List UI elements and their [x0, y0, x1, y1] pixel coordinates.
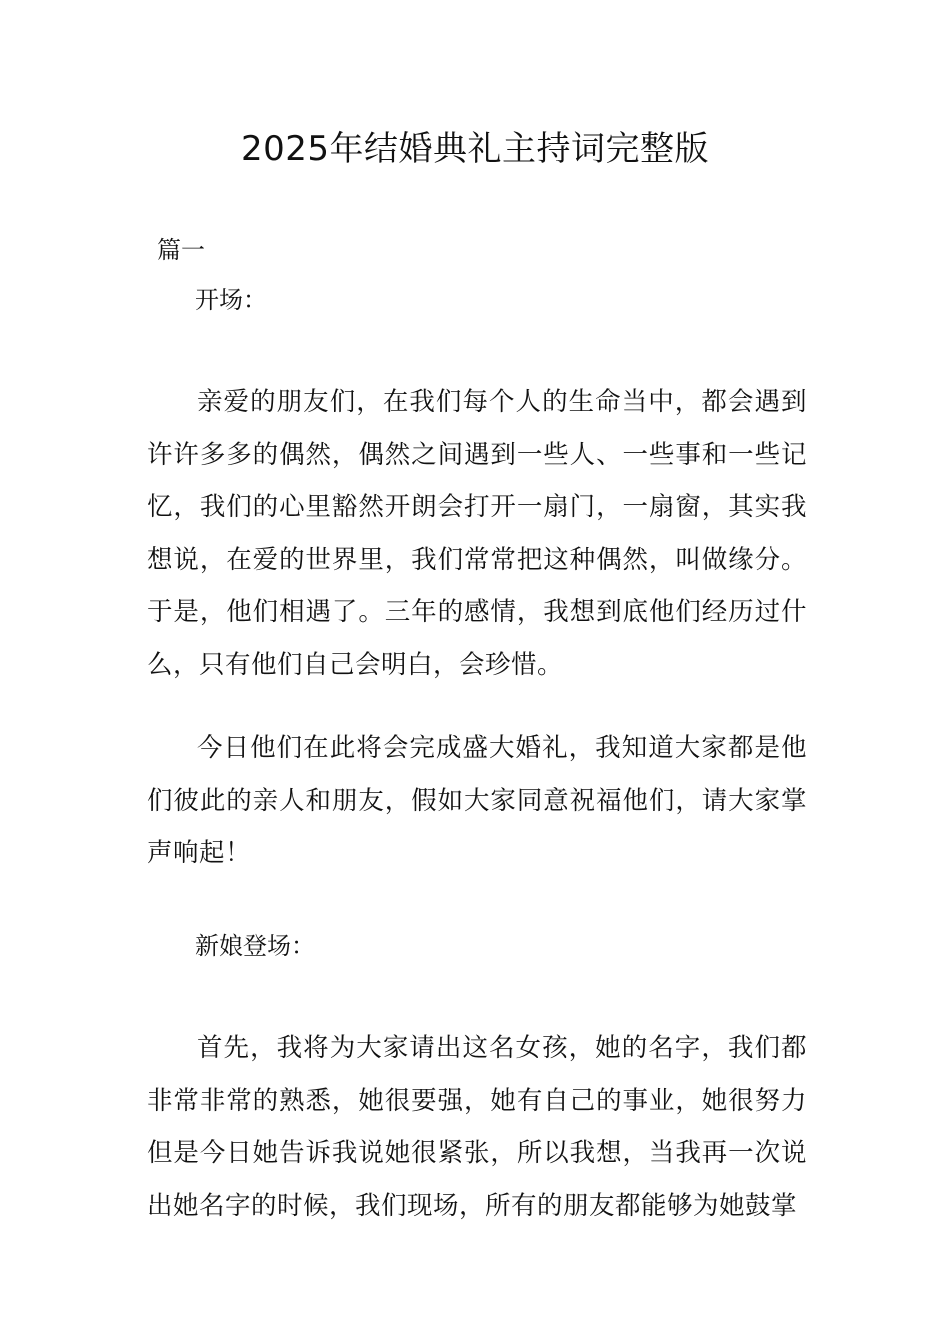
- heading-opening: 开场：: [195, 286, 267, 314]
- paragraph-applause: 今日他们在此将会完成盛大婚礼，我知道大家都是他们彼此的亲人和朋友，假如大家同意祝福他们，请大家掌声响起！: [147, 733, 807, 868]
- section-label: 篇一: [157, 236, 205, 264]
- document-title: 2025年结婚典礼主持词完整版: [240, 129, 710, 169]
- paragraph-opening: 亲爱的朋友们，在我们每个人的生命当中，都会遇到许许多多的偶然，偶然之间遇到一些人、一些事和一些记忆，我们的心里豁然开朗会打开一扇门，一扇窗，其实我想说，在爱的世界里，我们常常把这种偶然，叫做缘分。于是，他们相遇了。三年的感情，我想到底他们经历过什么，只有他们自己会明白，会珍惜。: [147, 387, 807, 680]
- paragraph-bride: 首先，我将为大家请出这名女孩，她的名字，我们都非常非常的熟悉，她很要强，她有自己的事业，她很努力但是今日她告诉我说她很紧张，所以我想，当我再一次说出她名字的时候，我们现场，所有的朋友都能够为她鼓掌: [147, 1033, 807, 1221]
- heading-bride-entrance: 新娘登场：: [195, 932, 315, 960]
